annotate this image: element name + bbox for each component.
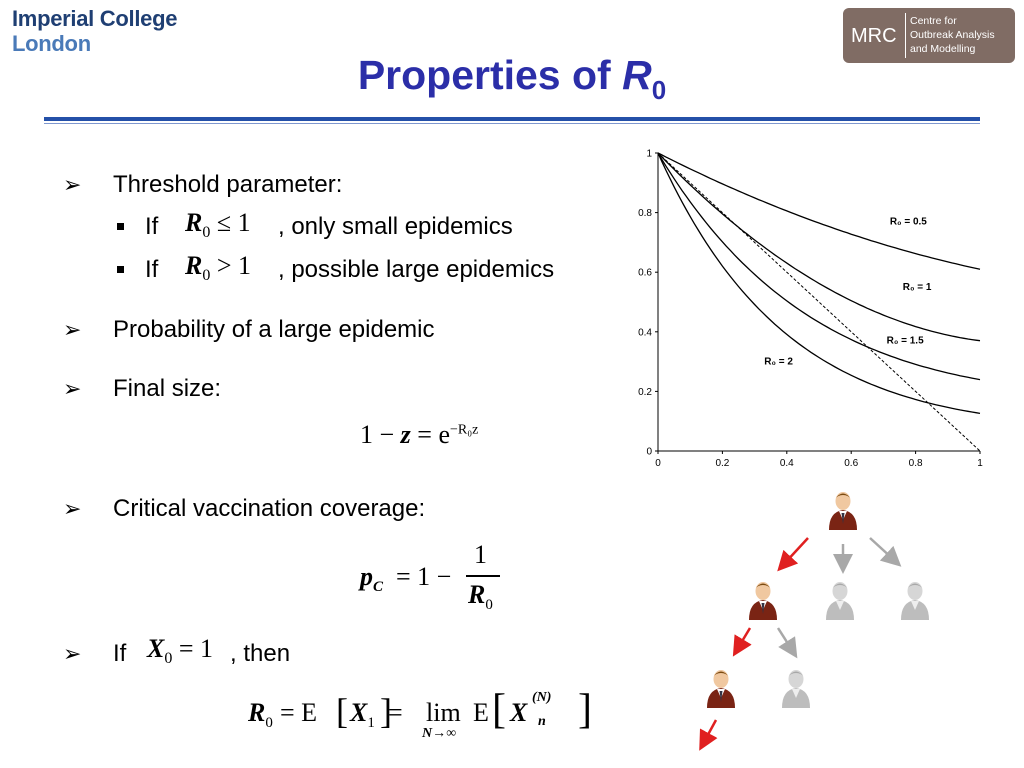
series-label: R₀ = 2 xyxy=(764,356,793,368)
reference-dashed-line xyxy=(658,153,980,451)
series-label: R₀ = 0.5 xyxy=(889,216,927,228)
person-icon xyxy=(782,670,810,708)
bullet-threshold: Threshold parameter: xyxy=(113,171,343,198)
eq-r0-definition: $R_0$ = E [ $X_1$ ] = lim N→∞ E [ X (N) n ] xyxy=(248,687,592,741)
eq-le: ≤ 1 xyxy=(216,208,251,237)
eq-pc-eq: = 1 − xyxy=(396,562,452,591)
arrow-bullet-icon: ➢ xyxy=(63,496,82,521)
arrow-bullet-icon: ➢ xyxy=(63,376,82,401)
arrow-red-icon xyxy=(784,538,808,564)
eq-x0-eq: = 1 xyxy=(172,634,214,663)
y-tick-label: 0 xyxy=(646,446,652,458)
arrow-grey-icon xyxy=(778,628,792,650)
title-subscript: 0 xyxy=(651,75,667,105)
series-line xyxy=(658,153,980,380)
arrow-bullet-icon: ➢ xyxy=(63,641,82,666)
x-tick-label: 0 xyxy=(655,458,661,469)
series-line xyxy=(658,153,980,341)
imperial-college-logo xyxy=(12,6,177,56)
logo-line-2: London xyxy=(12,31,91,56)
title-rule xyxy=(44,117,980,121)
y-tick-label: 0.6 xyxy=(638,267,652,279)
person-icon xyxy=(829,492,857,530)
bullet-final-size: Final size: xyxy=(113,375,222,402)
y-tick-label: 0.8 xyxy=(638,208,652,220)
bullet-if-1: If xyxy=(145,213,159,240)
eq-gt: > 1 xyxy=(216,251,252,280)
x-tick-label: 0.4 xyxy=(779,458,794,469)
eq-pc: $p_C$ xyxy=(360,562,384,596)
series-label: R₀ = 1.5 xyxy=(886,335,924,347)
fraction-bar xyxy=(466,575,500,577)
eq-pc-den: $R_0$ xyxy=(468,580,493,614)
title-text: Properties of xyxy=(357,52,623,98)
eq-final-exp: −R₀z xyxy=(450,422,479,438)
slide-title xyxy=(0,52,1024,105)
square-bullet-icon xyxy=(117,266,124,273)
probability-chart xyxy=(630,140,1000,480)
title-var: R xyxy=(622,52,652,98)
eq-r0-eq1: = E xyxy=(280,698,318,727)
x-tick-label: 0.2 xyxy=(715,458,730,469)
series-label: R₀ = 1 xyxy=(902,282,932,294)
x-tick-label: 0.6 xyxy=(844,458,859,469)
eq-r0-gt-1: $R_0 > 1$ xyxy=(185,251,252,285)
mrc-logo-text: MRC xyxy=(851,25,897,47)
person-icon xyxy=(826,582,854,620)
square-bullet-icon xyxy=(117,223,124,230)
eq-critical-coverage xyxy=(360,540,520,620)
transmission-tree xyxy=(680,480,960,768)
bullet-small-epidemics: , only small epidemics xyxy=(278,213,513,240)
bullet-then: , then xyxy=(230,640,291,667)
logo-line-1: Imperial College xyxy=(12,6,178,31)
eq-final-lhs: 1 − xyxy=(360,420,401,449)
bullet-critical: Critical vaccination coverage: xyxy=(113,495,426,522)
x-tick-label: 0.8 xyxy=(908,458,923,469)
bullet-probability: Probability of a large epidemic xyxy=(113,316,435,343)
mrc-line-2: Outbreak Analysis xyxy=(910,29,995,41)
person-icon xyxy=(901,582,929,620)
arrow-grey-icon xyxy=(870,538,894,560)
mrc-line-1: Centre for xyxy=(910,15,957,27)
y-tick-label: 1 xyxy=(646,148,652,160)
arrow-red-icon xyxy=(704,720,716,742)
eq-lim-sub: N→∞ xyxy=(422,726,457,741)
y-tick-label: 0.2 xyxy=(638,386,652,398)
eq-pc-num: 1 xyxy=(474,540,487,569)
arrow-bullet-icon: ➢ xyxy=(63,172,82,197)
person-icon xyxy=(707,670,735,708)
eq-final-eq: = e xyxy=(410,420,450,449)
title-rule-thin xyxy=(44,123,980,124)
mrc-line-3: and Modelling xyxy=(910,43,976,55)
eq-final-size: $1 - z = e^{-R_0z}$ xyxy=(360,420,479,449)
eq-x0: $X_0 = 1$ xyxy=(147,634,214,668)
person-icon xyxy=(749,582,777,620)
eq-lim: lim xyxy=(426,698,461,727)
y-tick-label: 0.4 xyxy=(638,327,652,339)
eq-n-sup: (N) xyxy=(532,690,552,705)
eq-r0-eq2: = xyxy=(388,698,403,727)
bullet-large-epidemics: , possible large epidemics xyxy=(278,256,555,283)
bullet-if-3: If xyxy=(113,640,127,667)
arrow-bullet-icon: ➢ xyxy=(63,317,82,342)
eq-e2: E xyxy=(473,698,489,727)
eq-r0-le-1: $R_0 \le 1$ xyxy=(185,208,251,242)
arrow-red-icon xyxy=(738,628,750,648)
series-line xyxy=(658,153,980,269)
mrc-subtitle xyxy=(910,14,995,56)
x-tick-label: 1 xyxy=(977,458,983,469)
bullet-if-2: If xyxy=(145,256,159,283)
